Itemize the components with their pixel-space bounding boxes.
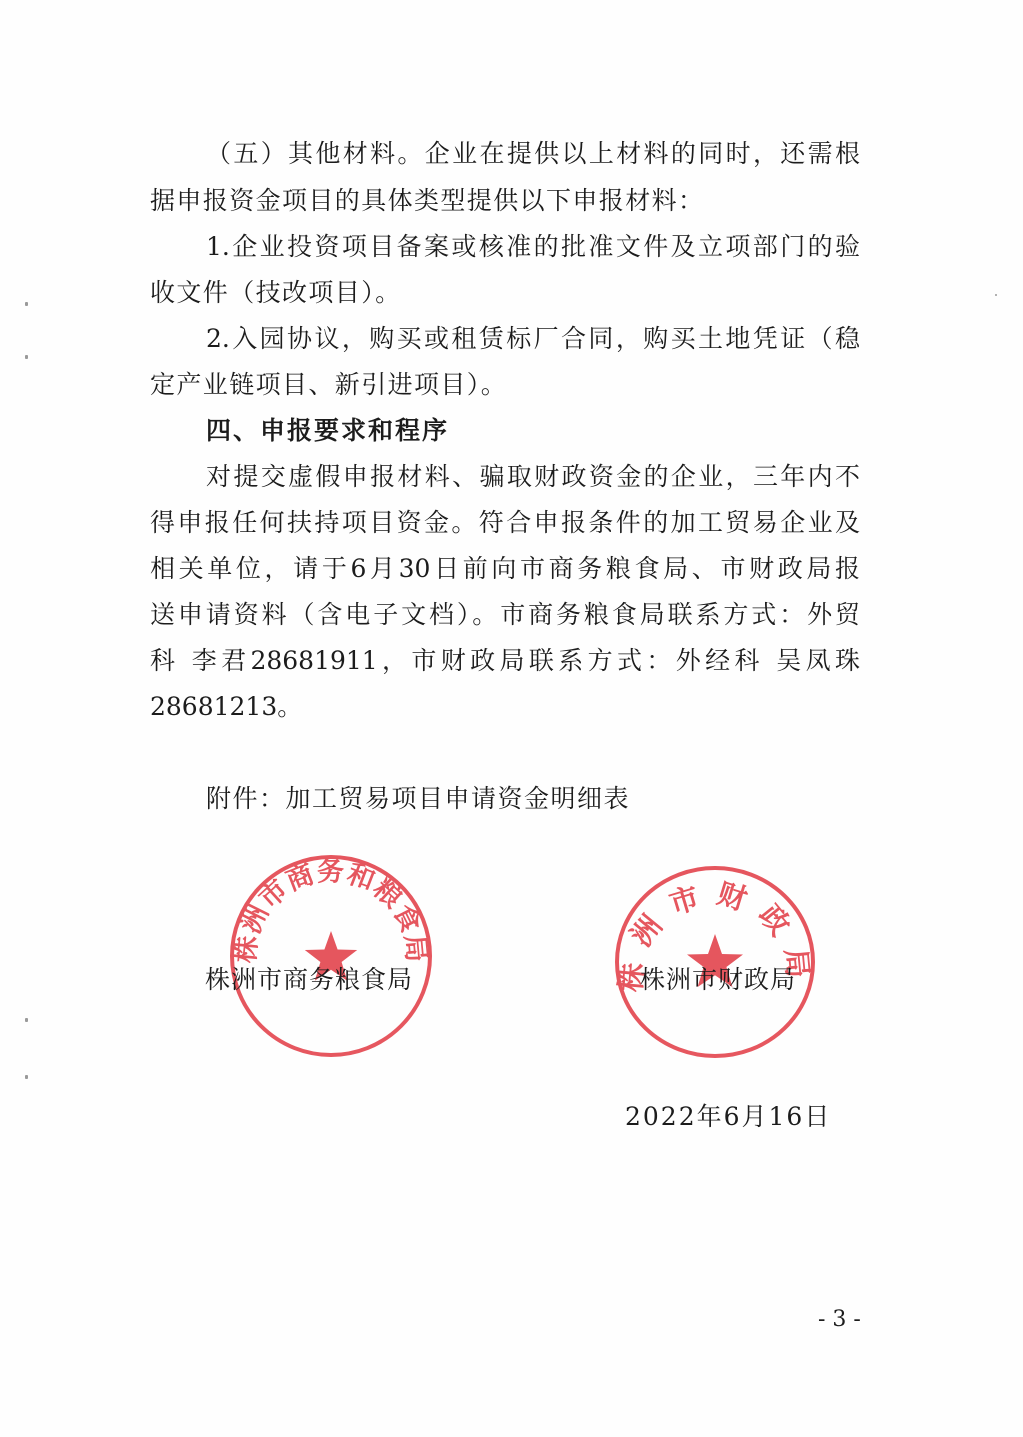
attachment-line: 附件：加工贸易项目申请资金明细表 bbox=[206, 784, 631, 813]
page-number: - 3 - bbox=[818, 1307, 861, 1332]
requirements-line-1: 对提交虚假申报材料、骗取财政资金的企业，三年内不 bbox=[206, 462, 860, 491]
left-seal-text: 株洲市商务和粮食局 bbox=[230, 856, 432, 965]
scan-speck bbox=[25, 355, 28, 359]
materials-paragraph-line-2: 据申报资金项目的具体类型提供以下申报材料： bbox=[150, 186, 705, 215]
scan-speck bbox=[25, 1018, 28, 1022]
scan-speck bbox=[995, 294, 997, 296]
requirements-line-2: 得申报任何扶持项目资金。符合申报条件的加工贸易企业及 bbox=[150, 508, 860, 537]
requirements-line-5: 科 李君28681911，市财政局联系方式：外经科 吴凤珠 bbox=[150, 646, 860, 675]
item1-line-1: 1.企业投资项目备案或核准的批准文件及立项部门的验 bbox=[206, 232, 860, 261]
item2-line-2: 定产业链项目、新引进项目）。 bbox=[150, 370, 508, 399]
scan-speck bbox=[25, 302, 28, 306]
materials-paragraph-line-1: （五）其他材料。企业在提供以上材料的同时，还需根 bbox=[206, 139, 860, 168]
left-signature-name: 株洲市商务粮食局 bbox=[205, 965, 414, 994]
scan-speck bbox=[25, 1075, 28, 1079]
item2-line-1: 2.入园协议，购买或租赁标厂合同，购买土地凭证（稳 bbox=[206, 324, 860, 353]
left-official-seal bbox=[226, 851, 436, 1061]
requirements-line-6: 28681213。 bbox=[150, 692, 303, 721]
requirements-line-4: 送申请资料（含电子文档）。市商务粮食局联系方式：外贸 bbox=[150, 600, 860, 629]
requirements-line-3: 相关单位，请于6月30日前向市商务粮食局、市财政局报 bbox=[150, 554, 860, 583]
section-heading: 四、申报要求和程序 bbox=[206, 416, 450, 445]
right-signature-name: 株洲市财政局 bbox=[640, 965, 797, 994]
document-date: 2022年6月16日 bbox=[625, 1102, 832, 1131]
item1-line-2: 收文件（技改项目）。 bbox=[150, 278, 402, 307]
right-seal-text: 株洲市财政局 bbox=[613, 876, 817, 994]
